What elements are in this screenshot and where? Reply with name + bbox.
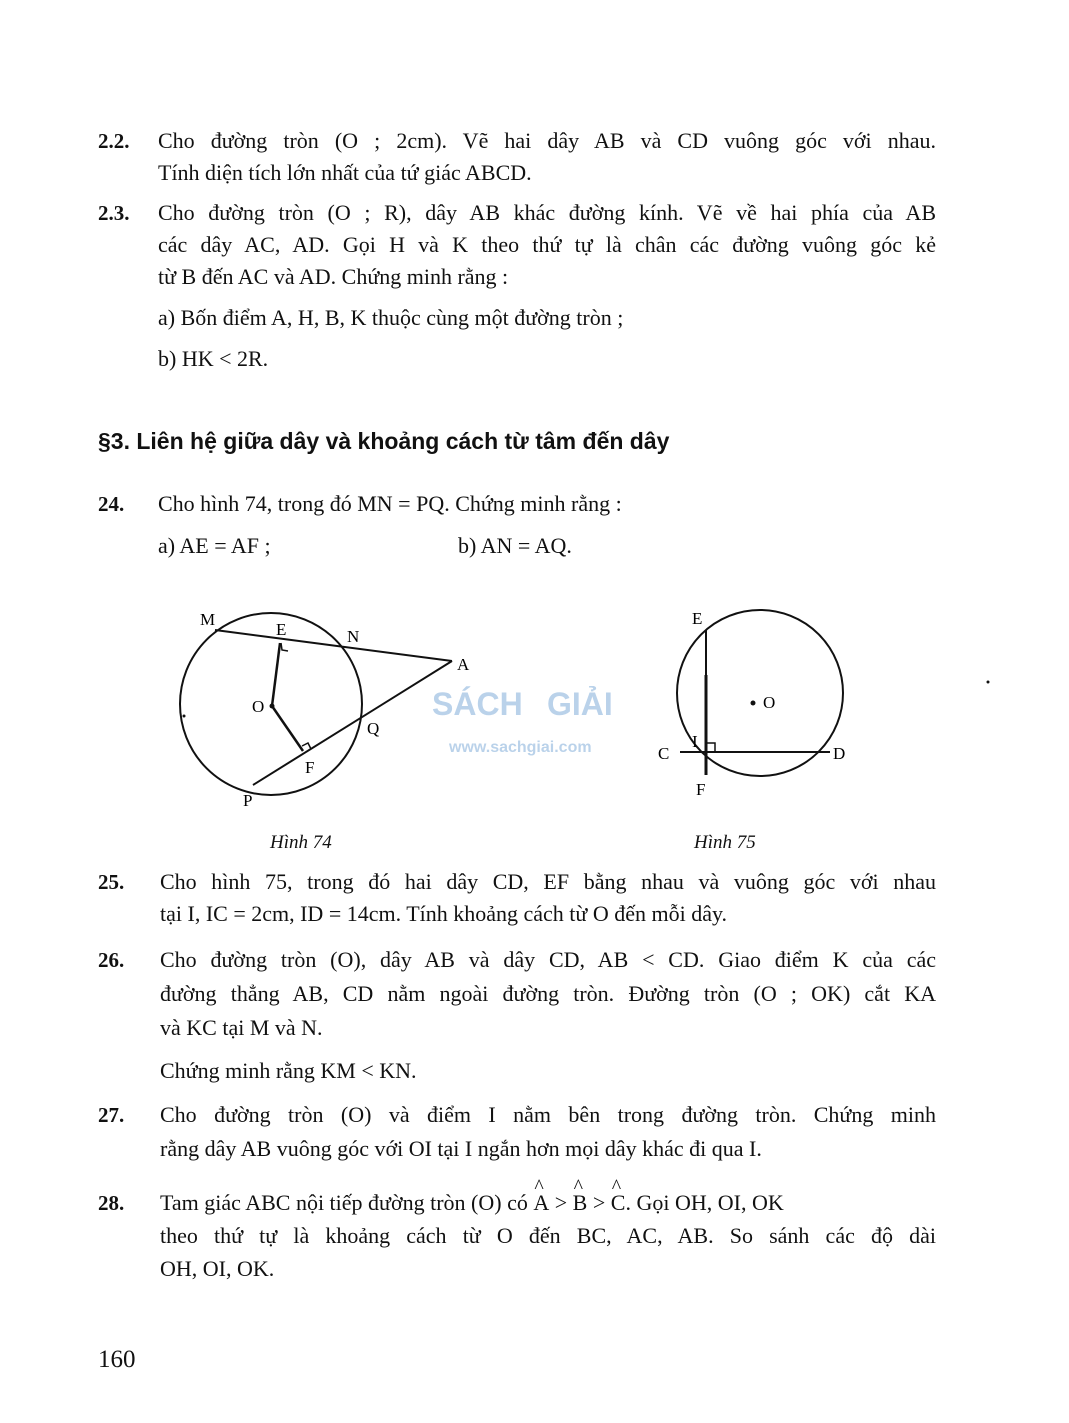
watermark-brand-b: GIẢI [547, 686, 613, 722]
gt-sign-1: > [554, 1190, 568, 1215]
problem-24-number: 24. [98, 492, 125, 516]
fig74-label-e: E [276, 620, 287, 639]
fig74-label-p: P [243, 791, 253, 810]
problem-27-number: 27. [98, 1103, 125, 1127]
watermark-brand-a: SÁCH [432, 686, 523, 722]
fig74-right-angle-f [302, 743, 311, 749]
problem-28-number: 28. [98, 1191, 125, 1215]
problem-26-line-3: và KC tại M và N. [160, 1015, 323, 1040]
gt-sign-2: > [592, 1190, 606, 1215]
fig74-label-o: O [252, 697, 265, 716]
fig74-segment-oe [272, 643, 280, 706]
fig74-label-n: N [347, 627, 360, 646]
problem-26-conclusion: Chứng minh rằng KM < KN. [160, 1058, 417, 1083]
fig74-label-m: M [200, 610, 216, 629]
problem-2-3-line-1: Cho đường tròn (O ; R), dây AB khác đường kính. Vẽ về hai phía của AB [158, 200, 936, 225]
problem-26-line-1: Cho đường tròn (O), dây AB và dây CD, AB < CD. Giao điểm K của các [160, 947, 936, 972]
problem-26-number: 26. [98, 948, 125, 972]
problem-24-part-b: b) AN = AQ. [458, 533, 572, 558]
section-heading: §3. Liên hệ giữa dây và khoảng cách từ tâm đến dây [98, 428, 670, 454]
problem-28-line-2: theo thứ tự là khoảng cách từ O đến BC, AC, AB. So sánh các độ dài [160, 1223, 936, 1248]
fig74-stray-dot [183, 715, 186, 718]
fig74-caption: Hình 74 [270, 832, 332, 853]
problem-28-line-1-start: Tam giác ABC nội tiếp đường tròn (O) có [160, 1190, 528, 1215]
fig74-secant-mn [215, 630, 452, 661]
problem-24-part-a: a) AE = AF ; [158, 533, 271, 558]
fig75-label-e: E [692, 609, 703, 628]
problem-2-3-part-a: a) Bốn điểm A, H, B, K thuộc cùng một đường tròn ; [158, 305, 624, 330]
fig74-right-angle-e [281, 643, 288, 651]
fig74-label-f: F [305, 758, 315, 777]
watermark [432, 686, 613, 756]
watermark-url: www.sachgiai.com [449, 739, 592, 756]
fig75-label-f: F [696, 780, 706, 799]
problem-2-2-line-2: Tính diện tích lớn nhất của tứ giác ABCD. [158, 160, 532, 185]
fig75-label-i: I [692, 732, 698, 751]
fig75-label-o: O [763, 693, 776, 712]
page-number: 160 [98, 1346, 136, 1373]
angle-b: ^ B [573, 1187, 588, 1219]
problem-25-number: 25. [98, 870, 125, 894]
problem-2-2-line-1: Cho đường tròn (O ; 2cm). Vẽ hai dây AB và CD vuông góc với nhau. [158, 128, 936, 153]
angle-c: ^ C [611, 1187, 626, 1219]
problem-27-line-1: Cho đường tròn (O) và điểm I nằm bên trong đường tròn. Chứng minh [160, 1102, 936, 1127]
fig74-center-dot [270, 704, 275, 709]
problem-2-3-line-3: từ B đến AC và AD. Chứng minh rằng : [158, 264, 509, 289]
angle-a: ^ A [533, 1187, 549, 1219]
problem-24-line: Cho hình 74, trong đó MN = PQ. Chứng minh rằng : [158, 491, 622, 516]
problem-28-line-1-end: . Gọi OH, OI, OK [625, 1190, 784, 1215]
problem-2-2-number: 2.2. [98, 129, 130, 153]
problem-2-3-line-2: các dây AC, AD. Gọi H và K theo thứ tự là chân các đường vuông góc kẻ [158, 232, 936, 257]
problem-28-line-1 [160, 1187, 936, 1219]
problem-2-3-part-b: b) HK < 2R. [158, 346, 269, 371]
fig75-label-c: C [658, 744, 670, 763]
problem-25-line-2: tại I, IC = 2cm, ID = 14cm. Tính khoảng cách từ O đến mỗi dây. [160, 901, 728, 926]
problem-25-line-1: Cho hình 75, trong đó hai dây CD, EF bằng nhau và vuông góc với nhau [160, 869, 936, 894]
fig74-label-q: Q [367, 719, 380, 738]
fig74-label-a: A [457, 655, 470, 674]
problem-26-line-2: đường thẳng AB, CD nằm ngoài đường tròn. Đường tròn (O ; OK) cắt KA [160, 981, 936, 1006]
fig75-label-d: D [833, 744, 846, 763]
problem-28-line-3: OH, OI, OK. [160, 1256, 275, 1281]
fig74-segment-of [272, 706, 303, 751]
fig75-caption: Hình 75 [694, 832, 756, 853]
fig75-stray-dot [987, 681, 990, 684]
problem-2-3-number: 2.3. [98, 201, 130, 225]
fig75-center-dot [751, 701, 756, 706]
problem-27-line-2: rằng dây AB vuông góc với OI tại I ngắn hơn mọi dây khác đi qua I. [160, 1136, 762, 1161]
